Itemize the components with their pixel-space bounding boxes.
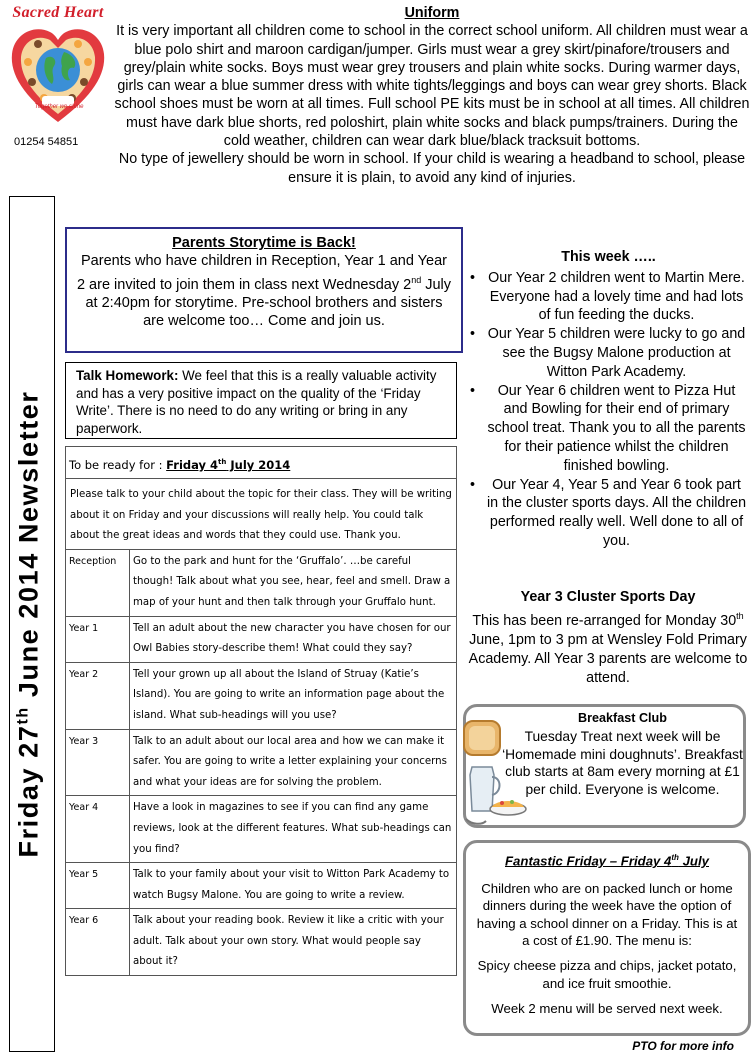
uniform-heading: Uniform [404,5,460,21]
list-item: • Our Year 6 children went to Pizza Hut and Bowling for their end of primary school treat. Thank you to all the parents for their patience whilst the children finished bowling. [466,382,751,476]
this-week-list [466,269,751,551]
year-cell: Year 3 [66,729,130,796]
table-row [66,662,457,729]
newsletter-title: Friday 27th June 2014 Newsletter [13,390,44,858]
task-cell: Have a look in magazines to see if you can find any game reviews, look at the different features. What sub-headings can you find? [130,796,457,863]
fantastic-friday-menu: Spicy cheese pizza and chips, jacket potato, and ice fruit smoothie. [477,958,737,991]
homework-table [65,446,457,976]
task-cell: Tell your grown up all about the Island of Struay (Katie’s Island). You are going to write an information page about the island. What sub-headings will you use? [130,662,457,729]
year-cell: Year 4 [66,796,130,863]
cluster-heading: Year 3 Cluster Sports Day [520,589,696,605]
table-row [66,796,457,863]
breakfast-club-panel [463,704,746,828]
cluster-body: This has been re-arranged for Monday 30th June, 1pm to 3 pm at Wensley Fold Primary Academy. All Year 3 parents are welcome to attend. [468,611,748,686]
pto-footer: PTO for more info [632,1039,734,1053]
fantastic-friday-intro: Children who are on packed lunch or home dinners during the week have the option of having a school dinner on a Friday. This is at a cost of £1.90. The menu is: [476,880,738,949]
list-item: • Our Year 4, Year 5 and Year 6 took part in the cluster sports days. All the children performed really well. Well done to all of you. [466,476,751,551]
table-row [66,863,457,909]
task-cell: Go to the park and hunt for the ‘Gruffalo’. …be careful though! Talk about what you see, hear, feel and smell. Draw a map of your hunt and then talk through your Gruffalo hunt. [130,549,457,616]
cluster-sports-section [462,588,754,688]
school-phone: 01254 54851 [14,136,79,148]
storytime-notice [65,227,463,353]
table-row [66,549,457,616]
fantastic-friday-panel [463,840,751,1036]
year-cell: Year 2 [66,662,130,729]
this-week-heading: This week ….. [561,249,656,265]
table-row [66,909,457,976]
task-cell: Talk to your family about your visit to Witton Park Academy to watch Bugsy Malone. You are going to write a review. [130,863,457,909]
table-row [66,616,457,662]
logo-title: Sacred Heart [12,4,104,21]
task-cell: Tell an adult about the new character you have chosen for our Owl Babies story-describe them! What could they say? [130,616,457,662]
list-item: • Our Year 5 children were lucky to go and see the Bugsy Malone production at Witton Park Academy. [466,325,751,381]
talk-homework-box [65,362,457,439]
year-cell: Year 5 [66,863,130,909]
uniform-body: It is very important all children come to school in the correct school uniform. All children must wear a blue polo shirt and maroon cardigan/jumper. Girls must wear a grey skirt/pinafore/trousers and grey/plain white socks. Boys must wear grey trousers and plain white socks. During warmer days, girls can wear a blue summer dress with white tights/leggings and boys can wear grey shorts. Black school shoes must be worn at all times. Full school PE kits must be in school at all times. All children must have dark blue shorts, red poloshirt, plain white socks and black pumps/trainers. During the cold weather, children can wear dark blue/black tracksuit bottoms. [114,23,750,150]
talk-homework-label: Talk Homework: [76,368,179,383]
task-cell: Talk about your reading book. Review it like a critic with your adult. Talk about your own story. What would people say about it? [130,909,457,976]
year-cell: Year 6 [66,909,130,976]
breakfast-club-heading: Breakfast Club [578,711,667,725]
talk-homework-body: We feel that this is a really valuable activity and has a very positive impact on the quality of the ‘Friday Write’. There is no need to do any writing or bring in any paperwork. [76,368,437,436]
uniform-section [112,4,752,187]
year-cell: Reception [66,549,130,616]
table-row [66,479,457,550]
uniform-jewellery: No type of jewellery should be worn in school. If your child is wearing a headband to school, please ensure it is plain, to avoid any kind of injuries. [118,151,746,186]
fantastic-friday-heading: Fantastic Friday – Friday 4th July [505,853,709,869]
storytime-heading: Parents Storytime is Back! [172,235,356,251]
table-row [66,729,457,796]
homework-intro: Please talk to your child about the topic for their class. They will be writing about it on Friday and your discussions will really help. You could talk about the great ideas and words that they could use. Thank you. [66,479,457,550]
fantastic-friday-note: Week 2 menu will be served next week. [491,1001,723,1017]
task-cell: Talk to an adult about our local area and how we can make it safer. You are going to write a letter explaining your concerns and what your ideas are for solving the problem. [130,729,457,796]
breakfast-club-text [500,710,745,799]
table-row [66,447,457,479]
ready-for-cell: To be ready for : Friday 4th July 2014 [66,447,457,479]
logo-motto: Together we shine [34,104,84,110]
breakfast-club-body: Tuesday Treat next week will be ‘Homemade mini doughnuts’. Breakfast club starts at 8am every morning at £1 per child. Everyone is welcome. [502,728,743,798]
school-logo [4,4,112,132]
storytime-body: Parents who have children in Reception, Year 1 and Year 2 are invited to join them in class next Wednesday 2nd July at 2:40pm for storytime. Pre-school brothers and sisters are welcome too… Come and join us. [76,253,452,330]
heart-globe-icon [8,22,108,126]
list-item: • Our Year 2 children went to Martin Mere. Everyone had a lovely time and had lots of fun feeding the ducks. [466,269,751,325]
this-week-section [466,248,751,551]
year-cell: Year 1 [66,616,130,662]
